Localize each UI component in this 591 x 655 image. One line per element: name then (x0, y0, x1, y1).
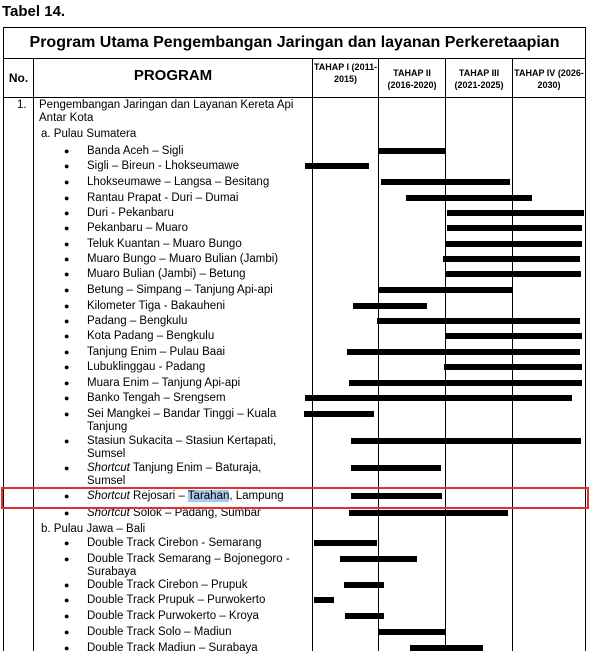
bullet-icon: ● (64, 301, 70, 311)
bullet-icon: ● (64, 554, 70, 564)
list-item: Double Track Cirebon - Semarang (87, 537, 262, 549)
timeline-bar (378, 287, 512, 293)
list-item: Double Track Madiun – Surabaya (87, 642, 258, 654)
list-item: Double Track Purwokerto – Kroya (87, 610, 259, 622)
bullet-icon: ● (64, 595, 70, 605)
bullet-icon: ● (64, 643, 70, 653)
grid-line (512, 59, 513, 651)
timeline-bar (379, 148, 445, 154)
header-phase-3: TAHAP III (2021-2025) (454, 68, 504, 90)
list-item: Duri - Pekanbaru (87, 207, 174, 219)
bullet-icon: ● (64, 285, 70, 295)
timeline-bar (351, 438, 581, 444)
selection-highlight-box (1, 487, 589, 509)
timeline-bar (347, 349, 580, 355)
timeline-bar (443, 256, 580, 262)
bullet-icon: ● (64, 193, 70, 203)
header-phase-2: TAHAP II (2016-2020) (387, 68, 437, 90)
list-item: Banko Tengah – Srengsem (87, 392, 226, 404)
bullet-icon: ● (64, 378, 70, 388)
bullet-icon: ● (64, 254, 70, 264)
timeline-bar (314, 597, 334, 603)
list-item: Pengembangan Jaringan dan Layanan Kereta Api Antar Kota (39, 99, 294, 124)
timeline-bar (345, 613, 384, 619)
bullet-icon: ● (64, 409, 70, 419)
bullet-icon: ● (64, 239, 70, 249)
bullet-icon: ● (64, 436, 70, 446)
list-item: Sigli – Bireun - Lhokseumawe (87, 160, 240, 172)
list-item: Double Track Solo – Madiun (87, 626, 232, 638)
timeline-bar (304, 411, 374, 417)
timeline-bar (344, 582, 384, 588)
timeline-bar (444, 364, 582, 370)
selected-text: Tarahan (187, 490, 230, 502)
timeline-bar (351, 465, 441, 471)
bullet-icon: ● (64, 146, 70, 156)
timeline-bar (447, 225, 582, 231)
bullet-icon: ● (64, 463, 70, 473)
list-item: Double Track Semarang – Bojonegoro - Surabaya (87, 553, 290, 578)
list-item: Muaro Bulian (Jambi) – Betung (87, 268, 246, 280)
timeline-bar (379, 629, 446, 635)
bullet-icon: ● (64, 269, 70, 279)
timeline-bar (305, 163, 369, 169)
bullet-icon: ● (64, 331, 70, 341)
grid-line (3, 59, 4, 651)
list-item: Double Track Prupuk – Purwokerto (87, 594, 266, 606)
row-number: 1. (17, 99, 27, 111)
timeline-bar (381, 179, 510, 185)
list-item: Lhokseumawe – Langsa – Besitang (87, 176, 270, 188)
header-phase-1: TAHAP I (2011-2015) (313, 62, 378, 84)
timeline-bar (349, 510, 508, 516)
list-item: Shortcut Rejosari – Tarahan, Lampung (87, 490, 284, 502)
timeline-bar (349, 380, 582, 386)
bullet-icon: ● (64, 538, 70, 548)
list-item: Muara Enim – Tanjung Api-api (87, 377, 241, 389)
timeline-bar (447, 210, 584, 216)
list-item: Padang – Bengkulu (87, 315, 188, 327)
bullet-icon: ● (64, 316, 70, 326)
bullet-icon: ● (64, 208, 70, 218)
list-item: Sei Mangkei – Bandar Tinggi – Kuala Tanjung (87, 408, 277, 433)
list-item: Kota Padang – Bengkulu (87, 330, 215, 342)
timeline-bar (377, 318, 580, 324)
list-item: Kilometer Tiga - Bakauheni (87, 300, 226, 312)
bullet-icon: ● (64, 580, 70, 590)
header-rule (3, 97, 586, 98)
bullet-icon: ● (64, 347, 70, 357)
timeline-bar (353, 303, 427, 309)
table-title: Program Utama Pengembangan Jaringan dan layanan Perkeretaapian (3, 27, 586, 59)
bullet-icon: ● (64, 491, 70, 501)
timeline-bar (445, 241, 582, 247)
list-item: Stasiun Sukacita – Stasiun Kertapati, Sumsel (87, 435, 277, 460)
list-item: Shortcut Tanjung Enim – Baturaja, Sumsel (87, 462, 262, 487)
bullet-icon: ● (64, 611, 70, 621)
timeline-bar (445, 333, 582, 339)
bullet-icon: ● (64, 362, 70, 372)
bullet-icon: ● (64, 627, 70, 637)
timeline-bar (406, 195, 532, 201)
header-phase-4: TAHAP IV (2026-2030) (514, 68, 584, 90)
grid-line (585, 59, 586, 651)
list-item: Banda Aceh – Sigli (87, 145, 184, 157)
timeline-bar (305, 395, 572, 401)
list-item: Pekanbaru – Muaro (87, 222, 189, 234)
bullet-icon: ● (64, 177, 70, 187)
timeline-bar (340, 556, 417, 562)
list-item: Muaro Bungo – Muaro Bulian (Jambi) (87, 253, 279, 265)
bullet-icon: ● (64, 161, 70, 171)
timeline-bar (445, 271, 581, 277)
list-item: Betung – Simpang – Tanjung Api-api (87, 284, 273, 296)
header-program: PROGRAM (133, 67, 213, 84)
grid-line (312, 59, 313, 651)
list-item: Teluk Kuantan – Muaro Bungo (87, 238, 242, 250)
list-item: a. Pulau Sumatera (41, 128, 137, 140)
bullet-icon: ● (64, 393, 70, 403)
bullet-icon: ● (64, 508, 70, 518)
list-item: Double Track Cirebon – Prupuk (87, 579, 248, 591)
list-item: Tanjung Enim – Pulau Baai (87, 346, 226, 358)
header-no: No. (8, 71, 29, 85)
grid-line (33, 59, 34, 651)
bullet-icon: ● (64, 223, 70, 233)
timeline-bar (410, 645, 483, 651)
list-item: Lubuklinggau - Padang (87, 361, 206, 373)
timeline-bar (314, 540, 377, 546)
list-item: Rantau Prapat - Duri – Dumai (87, 192, 239, 204)
list-item: b. Pulau Jawa – Bali (41, 523, 146, 535)
grid-line (445, 59, 446, 651)
table-caption: Tabel 14. (2, 3, 66, 20)
list-item: Shortcut Solok – Padang, Sumbar (87, 507, 261, 519)
